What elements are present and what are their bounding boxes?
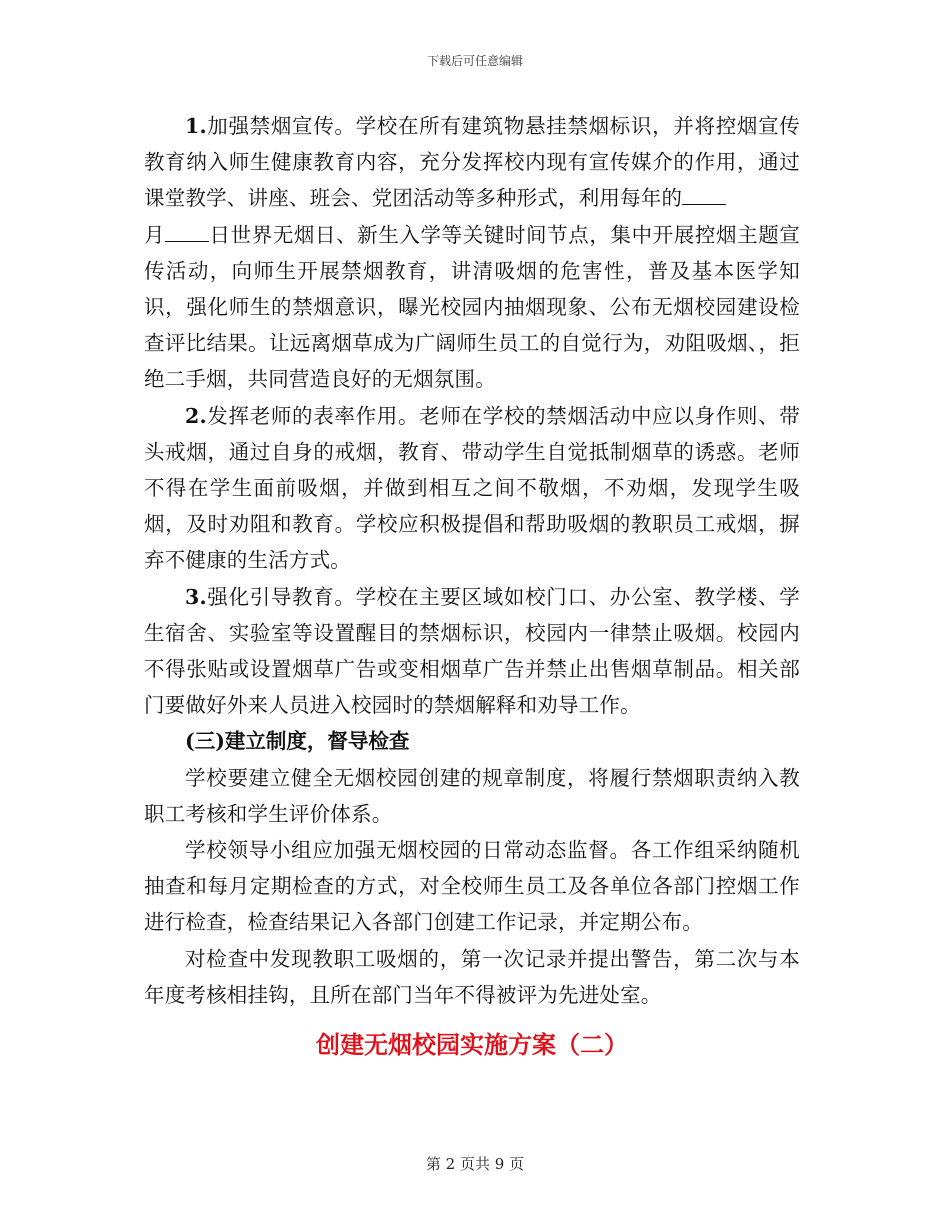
blank-month xyxy=(682,186,726,205)
page-number-footer: 第 2 页共 9 页 xyxy=(425,1155,525,1173)
section-title: 创建无烟校园实施方案（二） xyxy=(316,1030,628,1060)
blank-day xyxy=(165,223,209,242)
header-note: 下载后可任意编辑 xyxy=(426,54,523,68)
paragraph-1-text-c: 日世界无烟日、新生入学等关键时间节点，集中开展控烟主题宣传活动，向师生开展禁烟教育，讲清吸烟的危害性，普及基本医学知识，强化师生的禁烟意识，曝光校园内抽烟现象、公布无烟校园建设检查评比结果。让远离烟草成为广阔师生员工的自觉行为，劝阻吸烟、，拒绝二手烟，共同营造良好的无烟氛围。 xyxy=(144,222,800,392)
paragraph-2-number: 2. xyxy=(185,403,207,428)
paragraph-2 xyxy=(144,398,800,579)
paragraph-1-text-a: 加强禁烟宣传。学校在所有建筑物悬挂禁烟标识，并将控烟宣传教育纳入师生健康教育内容，充分发挥校内现有宣传媒介的作用，通过课堂教学、讲座、班会、党团活动等多种形式，利用每年的 xyxy=(144,114,800,211)
paragraph-5: 学校领导小组应加强无烟校园的日常动态监督。各工作组采纳随机抽查和每月定期检查的方式，对全校师生员工及各单位各部门控烟工作进行检查，检查结果记入各部门创建工作记录，并定期公布。 xyxy=(144,838,800,935)
paragraph-1-number: 1. xyxy=(185,114,207,138)
paragraph-3-text: 强化引导教育。学校在主要区域如校门口、办公室、教学楼、学生宿舍、实验室等设置醒目的禁烟标识，校园内一律禁止吸烟。校园内不得张贴或设置烟草广告或变相烟草广告并禁止出售烟草制品。相关部门要做好外来人员进入校园时的禁烟解释和劝导工作。 xyxy=(144,584,800,718)
paragraph-6: 对检查中发现教职工吸烟的，第一次记录并提出警告，第二次与本年度考核相挂钩，且所在部门当年不得被评为先进处室。 xyxy=(144,946,800,1007)
paragraph-1 xyxy=(144,108,800,398)
paragraph-2-text: 发挥老师的表率作用。老师在学校的禁烟活动中应以身作则、带头戒烟，通过自身的戒烟，教育、带动学生自觉抵制烟草的诱惑。老师不得在学生面前吸烟，并做到相互之间不敬烟，不劝烟，发现学生吸烟，及时劝阻和教育。学校应积极提倡和帮助吸烟的教职员工戒烟，摒弃不健康的生活方式。 xyxy=(144,403,800,573)
paragraph-3-number: 3. xyxy=(185,584,207,609)
document-body xyxy=(144,108,800,1063)
paragraph-1-text-b: 月 xyxy=(144,222,166,247)
paragraph-4: 学校要建立健全无烟校园创建的规章制度，将履行禁烟职责纳入教职工考核和学生评价体系。 xyxy=(144,765,800,826)
paragraph-3 xyxy=(144,579,800,724)
section-subheading: (三)建立制度，督导检查 xyxy=(185,729,410,754)
